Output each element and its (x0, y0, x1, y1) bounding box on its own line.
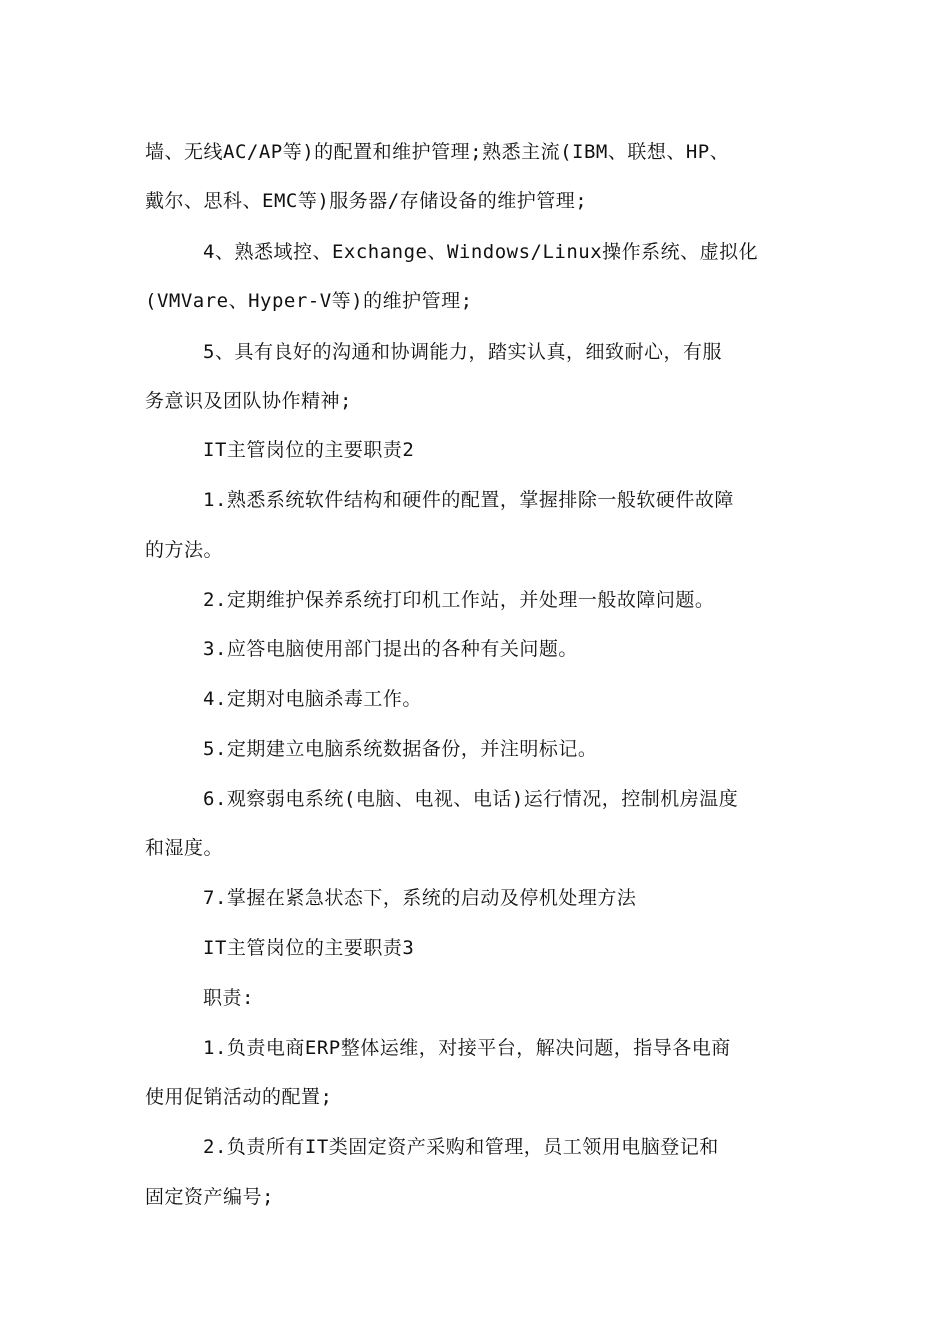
text-line: 3.应答电脑使用部门提出的各种有关问题。 (203, 638, 578, 660)
text-line: 戴尔、思科、EMC等)服务器/存储设备的维护管理; (145, 190, 588, 212)
text-line: 职责: (203, 987, 254, 1009)
section-heading: IT主管岗位的主要职责3 (203, 937, 415, 959)
text-line: 5、具有良好的沟通和协调能力，踏实认真，细致耐心，有服 (203, 341, 722, 363)
text-line: 1.负责电商ERP整体运维，对接平台，解决问题，指导各电商 (203, 1037, 731, 1059)
text-line: 5.定期建立电脑系统数据备份，并注明标记。 (203, 738, 598, 760)
text-line: 固定资产编号; (145, 1186, 274, 1208)
text-line: 2.负责所有IT类固定资产采购和管理，员工领用电脑登记和 (203, 1136, 719, 1158)
text-line: 和湿度。 (145, 837, 224, 859)
text-line: 1.熟悉系统软件结构和硬件的配置，掌握排除一般软硬件故障 (203, 489, 734, 511)
text-line: 6.观察弱电系统(电脑、电视、电话)运行情况，控制机房温度 (203, 788, 739, 810)
text-line: 使用促销活动的配置; (145, 1086, 333, 1108)
text-line: 4.定期对电脑杀毒工作。 (203, 688, 422, 710)
text-line: 2.定期维护保养系统打印机工作站，并处理一般故障问题。 (203, 589, 715, 611)
text-line: 务意识及团队协作精神; (145, 390, 352, 412)
text-line: 4、熟悉域控、Exchange、Windows/Linux操作系统、虚拟化 (203, 241, 759, 263)
text-line: 墙、无线AC/AP等)的配置和维护管理;熟悉主流(IBM、联想、HP、 (145, 141, 730, 163)
text-line: (VMVare、Hyper-V等)的维护管理; (145, 290, 473, 312)
section-heading: IT主管岗位的主要职责2 (203, 439, 415, 461)
text-line: 的方法。 (145, 539, 224, 561)
text-line: 7.掌握在紧急状态下，系统的启动及停机处理方法 (203, 887, 637, 909)
